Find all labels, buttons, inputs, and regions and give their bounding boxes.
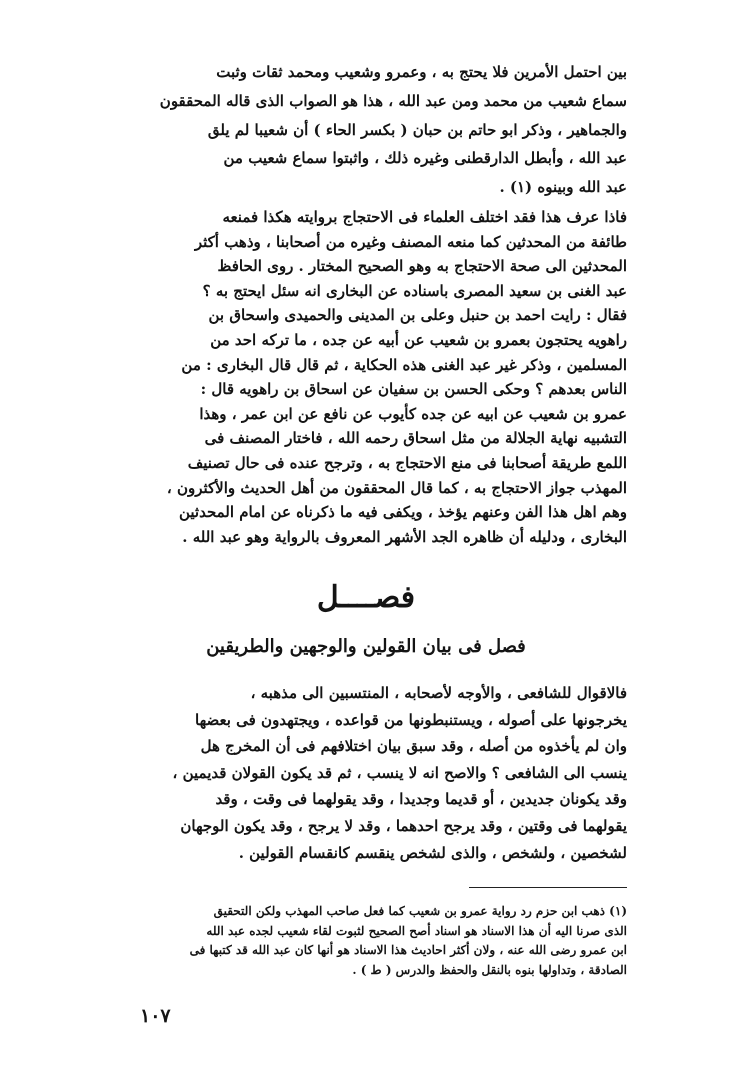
text-line: عبد الله وبينوه (١) .: [499, 178, 627, 197]
text-line: يقولهما فى وقتين ، وقد يرجح احدهما ، وقد لا يرجح ، وقد يكون الوجهان: [180, 816, 627, 835]
paragraph-2: [95, 205, 627, 549]
text-line: سماع شعيب من محمد ومن عبد الله ، هذا هو الصواب الذى قاله المحققون: [159, 91, 627, 110]
footnote-line: الذى صرنا اليه أن هذا الاسناد هو اسناد أصح الصحيح لثبوت لقاء شعيب لجده عبد الله: [206, 923, 627, 938]
text-line: البخارى ، ودليله أن ظاهره الجد الأشهر المعروف بالرواية وهو عبد الله .: [182, 527, 627, 546]
text-line: عمرو بن شعيب عن ابيه عن جده كأيوب عن نافع عن ابن عمر ، وهذا: [199, 404, 627, 423]
text-line: لشخصين ، ولشخص ، والذى لشخص ينقسم كانقسام القولين .: [238, 843, 627, 862]
text-line: فالاقوال للشافعى ، والأوجه لأصحابه ، المنتسبين الى مذهبه ،: [250, 684, 627, 702]
text-line: اللمع طريقة أصحابنا فى منع الاحتجاج به ، وترجح عنده فى حال تصنيف: [187, 453, 627, 472]
text-line: والجماهير ، وذكر ابو حاتم بن حبان ( بكسر الحاء ) أن شعيبا لم يلق: [207, 120, 627, 139]
text-line: المهذب جواز الاحتجاج به ، كما قال المحققون من أهل الحديث والأكثرون ،: [166, 478, 627, 497]
footnote-line: ابن عمرو رضى الله عنه ، ولان أكثر احاديث هذا الاسناد هو أنها كان عبد الله قد كتبها فى: [189, 943, 627, 957]
text-line: المحدثين الى صحة الاحتجاج به وهو الصحيح المختار . روى الحافظ: [217, 257, 627, 276]
sub-heading: فصل فى بيان القولين والوجهين والطريقين: [206, 636, 526, 657]
text-line: بين احتمل الأمرين فلا يحتج به ، وعمرو وشعيب ومحمد ثقات وثبت: [216, 63, 627, 81]
text-line: فقال : رايت احمد بن حنبل وعلى بن المدينى والحميدى واسحاق بن: [208, 306, 627, 325]
section-heading: فصــــل: [316, 580, 416, 615]
paragraph-3: [95, 680, 627, 866]
paragraph-text: [95, 205, 627, 549]
text-line: ينسب الى الشافعى ؟ والاصح انه لا ينسب ، ثم قد يكون القولان قديمين ،: [172, 763, 627, 782]
page-number: ١٠٧: [140, 1005, 171, 1027]
text-line: المسلمين ، وذكر غير عبد الغنى هذه الحكاية ، ثم قال قال البخارى : من: [181, 355, 627, 374]
text-line: التشبيه نهاية الجلالة من مثل اسحاق رحمه الله ، فاختار المصنف فى: [204, 429, 627, 448]
paragraph-text: [95, 680, 627, 866]
text-line: الناس بعدهم ؟ وحكى الحسن بن سفيان عن اسحاق بن راهويه قال :: [200, 380, 627, 399]
footnote: [95, 902, 627, 980]
footnote-line: الصادقة ، وتداولها بنوه بالنقل والحفظ والدرس ( ط ) .: [352, 962, 627, 977]
footnote-line: (١) ذهب ابن حزم رد رواية عمرو بن شعيب كما فعل صاحب المهذب ولكن التحقيق: [213, 904, 627, 918]
text-line: وهم اهل هذا الفن وعنهم يؤخذ ، ويكفى فيه ما ذكرناه عن امام المحدثين: [178, 503, 627, 522]
text-line: طائفة من المحدثين كما منعه المصنف وغيره من أصحابنا ، وذهب أكثر: [194, 232, 627, 251]
text-line: راهويه يحتجون بعمرو بن شعيب عن أبيه عن جده ، ما تركه احد من: [210, 330, 627, 349]
text-line: وان لم يأخذوه من أصله ، وقد سبق بيان اختلافهم فى أن المخرج هل: [200, 737, 627, 756]
footnote-divider: [469, 887, 627, 888]
paragraph-text: [95, 58, 627, 202]
text-line: عبد الغنى بن سعيد المصرى باسناده عن البخارى انه سئل ايحتج به ؟: [202, 281, 627, 300]
text-line: وقد يكونان جديدين ، أو قديما وجديدا ، وقد يقولهما فى وقت ، وقد: [215, 790, 627, 809]
paragraph-1: [95, 58, 627, 202]
text-line: فاذا عرف هذا فقد اختلف العلماء فى الاحتجاج بروايته هكذا فمنعه: [222, 208, 627, 226]
text-line: يخرجونها على أصوله ، ويستنبطونها من قواعده ، ويجتهدون فى بعضها: [195, 710, 627, 729]
text-line: عبد الله ، وأبطل الدارقطنى وغيره ذلك ، واثبتوا سماع شعيب من: [223, 149, 627, 168]
